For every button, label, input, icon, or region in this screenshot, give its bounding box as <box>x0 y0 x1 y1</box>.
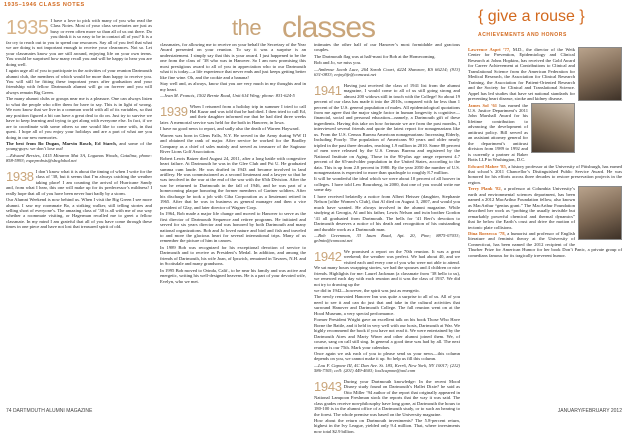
portrait-photo <box>578 186 622 240</box>
entry-text: Our Alumni Weekend is now behind us. When I visit the Big Green I see more alumni. I saw my roommate Bo, a striking walker, still telling stories and selling short of everyone’s. The amazing class of ’38 is all with me of our way whether a roommate visiting, or Hagerman recalled me to greet a fellow classmate. In my mind I am grateful that all of you have come through these times in one piece and have not lost that treasured spirit of old. <box>6 197 152 230</box>
entry-paragraph <box>6 68 152 95</box>
honoree-name: James Sol ’61 <box>468 102 498 108</box>
honoree-name: Dina Borzecca ’78, <box>468 230 506 236</box>
entry-paragraph: How about the return on Dartmouth investments? The 5.8-percent return, highest in the Ivy League, yielded only 9.4 million. That, where investments now total $2.9 billion. <box>314 418 460 434</box>
secretary-signature: —Lou F. Capone III, 4C Dan Ave. St. 185, Kerr6, New York, NY 10017; (212) 586-7305; cell: (201) 449-4603; lou3capone@aol.com <box>314 362 460 374</box>
entry-text: I don’t know what it is about the timing of when I write for the class of ’38, but it seems that I’m always catching the weather taking place! I am counting the arrival of Hurricane Sandy and, from what I hear, this one will make up for its predecessor’s mildness! I really hope that all of you have been never hurt badly by a storm. <box>6 168 152 196</box>
honor-text: M.D., the director of the Weik Center for Prevention, Epidemiology and Clinical Research at Johns Hopkins, has received the Gold Award for Career Achievement at Contributions to Clinical and Translational Science from the American Federation for Medical Research, the Association for Clinical Research Training, the Association for Patient-Oriented Research and the Society for Clinical and Translational Science. Appel has led studies that have set national standards for preventing heart disease, stroke and kidney disease. <box>468 47 575 102</box>
entry-paragraph: Robert Lewis Batzer died August 24, 2011, after a long battle with congestive heart failure. At Dartmouth he was in the Glee Club and Psi U. He graduated summa cum laude. He was drafted in 1943 and became involved in land artillery. He was commissioned as a second lieutenant and a lawyer so that he was involved in the war at the end of the war with the 65th Division. After the war he returned to Dartmouth in the fall of 1946, and he was part of a homecoming plaque honoring the former members of Gartner soldiers. After his discharge he took a job with Ciba Corporation as a lieutenant retired in 1965. After that he was in business as general manager and then a vice president of Glay, and later director of Wagner Corp. <box>160 155 306 210</box>
entry-paragraph: In 1964, Bob made a major life change and moved to Hanover to serve as the first director of Dartmouth Sequence and retiree programs. He initiated and served for six years director and was honored by both Dartmouth and many national organizations. Bob and Jo loved nature and bird and fish and traveled to and more the glacious heart for several international trips. Many of us remember the picture of him in canoes. <box>160 211 306 244</box>
column-2 <box>160 42 306 434</box>
entry-text: I again urge all of you to participate in the activities of your reunion Dartmouth alumni club, the members of which would be more than happy to receive you. You will still be fitting these important years after graduation and your friendship with fellow Dartmouth alumni will go on forever and you will always remain Big Green. <box>6 68 152 95</box>
class-year: 1943 <box>314 378 342 394</box>
entry-paragraph: In 1995 Bob moved to Orinda, Calif., to be near his family and was active and energetic, writing his well-designed heavens. He is a part of your devoted wife, Evelyn, who we met. <box>160 267 306 284</box>
honor-text: a professor at Columbia University’s earth and environmental sciences department, has been named a 2012 MacArthur Foundation fellow, also known as MacArthur “genius grant.” The MacArthur Foundation described her work as “probing the usually invisible but remarkably powerful chemical and thermal dynamics” that lie below the Earth’s crust and drive the motion of tectonic plate collisions. <box>468 186 575 230</box>
entry-1935 <box>6 18 152 67</box>
honor-text: a history professor at the University of Pittsburgh, has earned that school’s 2011 Chancellor’s Distinguished Public Service Award. He was honored for his efforts across three decades to restore preservation projects in the region. <box>468 163 622 185</box>
class-year: 1942 <box>314 248 342 264</box>
entry-text: and some of the young-guys: we don’t lose out! <box>6 140 152 152</box>
secretary-signature: —Jean M. Francis, 1502 Bernie Road, Unit 614 Wing; phone: 831-624-5 <box>160 93 295 99</box>
entry-paragraph <box>6 141 152 152</box>
honor-text: a humorist and professor of English literature and feminist theory at the University of Connecticut, has been named the 2012 recipient of the Thurber Prize for American Humor for her book Don’t Panic, a private group of comedians famous for its tragically irreverent humor. <box>468 230 622 258</box>
give-a-rouse-title: { give a rouse } <box>478 8 585 25</box>
class-year: 1935 <box>6 17 49 39</box>
entry-text: Having just received the class of 1941 list from the alumni magazine, I would come to all of us still going strong and almost 200 widows still in touch with the College! So about 19 percent of our class has made it into the 2010s, compared with far less than 1 percent of the U.S. general population of males. All epidemiological quotations from me agree that the major single factor in human longevity is cognitive—financial, social and personal education—namely, a Dartmouth gift of these ingredients. Having this take on how fortunate we are from the past months, I interviewed several friends and quote the latest report for nonagenarians like us. From the U.S. Census Bureau American nonagenarians: Increasing Elderly, Including Poorly: The population of Americans 90 years and older nearly tripled in the past three decades, reaching 1.9 million in 2010. Some 88 percent of men were released by the U.S. Census Bureau and registered by the National Institute on Aging. Those in the 90-plus age range represent 4.7 percent of the 65-and-older population in the United States, according to the data. This is up from 2.8 percent in 1980. By the year 2050 the number of U.S. nonagenarians is expected to more than quadruple to roughly 8.7 million. <box>314 82 460 175</box>
honor-item <box>468 47 622 102</box>
entry-text: We promised a report on the 70th reunion. It was a great weekend; the weather was perfect. We had about 40, and we visited each and every one of you who were not able to attend. We sat many hours swapping stories, we had the spouses and 4 children or nice friends. Highlights for me: Laurel Jackman (a classmate from ’38 hello to us), we renewed each day with each reunion and it was the class of 1937. We did not try to drawing up the <box>314 248 460 287</box>
portrait-photo <box>531 103 575 153</box>
entry-paragraph: In 1989 Bob was recognized for his exceptional devotion of service to Dartmouth and to receive as President’s Medal. In addition, and among the friends of Dartmouth, his wife Joan, of Ipswich, remained in Tavares, N.H. and in Scottsdale and many grandsons. <box>160 244 306 267</box>
honor-item <box>468 103 622 163</box>
entry-1941 <box>314 83 460 176</box>
page-footer <box>6 408 622 416</box>
entry-1939 <box>160 104 306 126</box>
column-1 <box>6 18 152 410</box>
entry-paragraph: classmates, for allowing me to receive on your behalf the Secretary of the Year Award presented on your reunion. To say it was a surprise is an understatement. I simply say that this is your award. I just happened to be the one from the class of ’38 who was in Hanover. So I am now promising this most prestigious award to all of you in appreciation who to our Dartmouth what it is today—a life experience that never ends and just keeps getting better like fine wine. Oh, and the cookie and a banana! <box>160 42 306 80</box>
entry-1942 <box>314 249 460 287</box>
entry-paragraph: It will be wonderful the ideal which we were about 10 percent of all hoover in colleges. I have told Lew Bouraberg, in 2000, that one of you would write me some day. <box>314 176 460 193</box>
entry-paragraph <box>6 96 152 140</box>
entry-paragraph: Bob and Jo, we miss you. <box>314 60 362 66</box>
entry-paragraph: The newly renovated Hanover Inn was quite a surprise to all of us. All of you need to see it and can do just that and take in the cultural activities that surround Hanover and Dartmouth College. The fall reunion went on at the Hood Museum, a very special performance. <box>314 294 460 316</box>
honor-text: has earned the U.S. Justice Department’s 2011 John Marshall Award for his lifetime contribution to advancing the development of antitrust policy. Bill served as an assistant attorney general for the department’s antitrust division from 1989 to 1992 and is currently a partner at Baker Botts LLP in Washington, D.C. <box>468 102 529 163</box>
honoree-name: Edward Mabee ’85, <box>468 163 507 169</box>
column-3 <box>314 42 460 434</box>
secretary-signature: —Bob Greenman, 33 Iaum Road, Apt. 20, Pine; 8875-07033; gelmin@comcast.net <box>314 232 460 244</box>
honor-item <box>468 186 622 230</box>
masthead-classes: classes <box>282 11 376 44</box>
secretary-signature: —Ambrose Jacob Luce, 264 Sarah Court, #224 Shawnee, KS 66214; (913) 631-0833; enjoylife@comcast.net <box>314 66 460 78</box>
portrait-photo <box>578 47 622 101</box>
entry-text: When I returned from a holiday trip in summer I tried to call Hal Kazar and was told that he had died. I then tried to call Ed, and their daughter informed me that he had died three weeks later. A memorial service was held for the both in Hanover, in Iowa. <box>160 103 306 125</box>
class-year: 1938 <box>6 168 34 184</box>
entry-1938 <box>6 169 152 196</box>
column-4 <box>468 8 622 406</box>
entry-paragraph: Once again we ask each of you to please send us your news—this column depends on you, we cannot make it up. So help us fill this column. <box>314 351 460 362</box>
entry-paragraph: intimates the other half of our Hanover’s most formidable and gracious couples. <box>314 42 460 53</box>
footer-right: JANUARY/FEBRUARY 2012 <box>557 408 622 414</box>
give-a-rouse-header <box>468 8 622 44</box>
footer-left: 74 DARTMOUTH ALUMNI MAGAZINE <box>6 408 93 414</box>
entry-paragraph: Warren was born in Glens Falls, N.Y. He served in the Army during WW II and obtained the rank of major. After service he worked for the Bradley Company as a chief of sales mainly and served as treasurer of the Saginaw River Lions Golf Association. <box>160 132 306 155</box>
entry-paragraph: The Dartmouth flag was at half-mast for Bob at the Homecoming. <box>314 53 436 59</box>
entry-text: The many alumni clubs or groups near me is a pleasure. One can always listen to what the people who offer them for have to say. This is in light of wrong. We now know that we live in a common world with all of its variables, so that any position figured a bit can have a great deal to do on. Just try to survive we have to keep learning and trying to get along with everyone else. In fact, if we are to coordinate with some others so one would like to come with, in that quest. I hope all of you enjoy your holidays and are a part of what are you doing in our new memories. <box>6 96 152 140</box>
entry-text: During your Dartmouth knowledge: In the recent Mood Disney study found on Dartmouth’s Hallet Dixie? he said as Otto Miller ’94 author of the report that originally appeared in National Lampoon Freshman stock the reports that the way it was said. The class grades receive non-philosophy have long gone, at Dartmouth the hours to 180-100 is in the alumni office of a Dartmouth study, or to such an hearing to the forest. The whole premise was based on the University magazine. <box>314 378 460 417</box>
entry-paragraph: I have no good news to report, and sadly also the death of Warren Hayward. <box>160 126 300 132</box>
entry-paragraph: I have received belatedly a notice from Albert Heisser (daughter, Stephanie Nelson [ofthe Women’s Club], that Al died on August 3, 2007, and would you much have wanted. He always involved in the alumni magazine. While studying at Georgia, Al and his father, Lewis Nelson and twin brother Gordon ’41 all graduated from Dartmouth. The bells for ’41 Bert’s devotion to Dartmouth deserves a notice of his death and recognition of his outstanding and durable work as a Dartmouth man. <box>314 193 460 232</box>
honoree-name: Lawrence Aspri ’77, <box>468 47 511 52</box>
entry-paragraph: we did in 1942—however, the spirit was just as energetic. <box>314 288 421 294</box>
give-a-rouse-subtitle: ACHIEVEMENTS AND HONORS <box>478 32 567 38</box>
secretary-signature: —Edward Bersies, 1415 Minaron Mat 3A, Loganas Woods, Catalina, phone: 858-5993; espeprobsis@sbcglobal.net <box>6 152 152 164</box>
entry-paragraph <box>6 197 152 230</box>
folio: 1935–1946 CLASS NOTES <box>4 2 85 8</box>
entry-names: The best from Bo Dugan, Marvin Rosch, Ed Starch, <box>6 140 117 146</box>
entry-paragraph: Former President Wright gave an excellent talk on his book Those Who Have Borne the Battle, and it held in very well with our hosts, Dartmouth at War. We highly recommend the book if you have not read it. We were entertained by the Dartmouth Aires and Marty Winer and other alumni joined them. We, of course, sang on call still sing. In general a good time was had by all. The next reunion is our 75th. Mark your calendars. <box>314 317 460 350</box>
masthead-the: the <box>232 15 262 40</box>
entry-paragraph: Stay well and, as always, know that you are very much in my thoughts and in my heart. <box>160 81 306 92</box>
entry-text: I have a love to pick with many of you who read the Class Notes. Most of your class secretaries are just as busy or even often more so than all of us out there. Do you think it is so easy to be in contact all of you? It is a far cry to reach out to you to spend our resources. Say all of you feel that what we are doing is not important enough to receive your clearances. Not so. Let your classmates know you are still around, enjoying life on your own terms. You would be surprised how many recall you and will be happy to hear you are doing well. <box>6 18 152 67</box>
honor-item <box>468 164 622 186</box>
class-year: 1941 <box>314 82 342 98</box>
class-year: 1939 <box>160 103 188 119</box>
honoree-name: Terry Plank ’82, <box>468 186 502 192</box>
